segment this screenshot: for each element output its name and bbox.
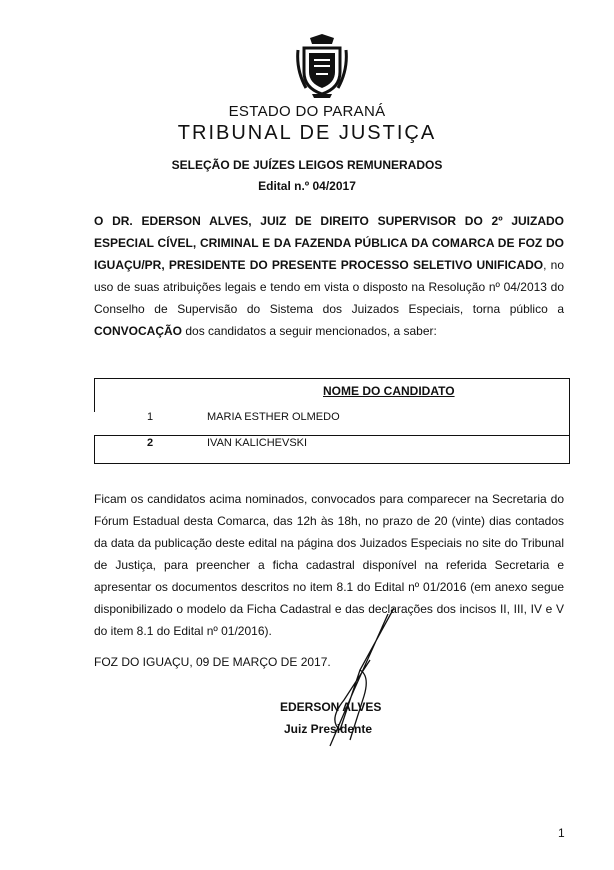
table-header-row <box>94 378 570 404</box>
signer-name: EDERSON ALVES <box>280 700 382 714</box>
table-row <box>94 404 570 430</box>
edital-number: Edital n.º 04/2017 <box>258 179 356 193</box>
table-bottom-border <box>94 463 570 464</box>
intro-text-2: dos candidatos a seguir mencionados, a saber: <box>182 324 437 338</box>
row-number: 1 <box>146 411 154 423</box>
state-name: ESTADO DO PARANÁ <box>228 103 386 120</box>
table-header-name: NOME DO CANDIDATO <box>323 384 455 398</box>
intro-bold-lead: O DR. EDERSON ALVES, JUIZ DE DIREITO SUPERVISOR DO 2º JUIZADO ESPECIAL CÍVEL, CRIMINAL E DA FAZENDA PÚBLICA DA COMARCA DE FOZ DO IGUAÇU/PR, PRESIDENTE DO PRESENTE PROCESSO SELETIVO UNIFICADO <box>94 214 564 272</box>
court-name: TRIBUNAL DE JUSTIÇA <box>177 122 437 144</box>
table-row <box>94 430 570 456</box>
body-paragraph: Ficam os candidatos acima nominados, convocados para comparecer na Secretaria do Fórum Estadual desta Comarca, das 12h às 18h, no prazo de 20 (vinte) dias contados da data da publicação deste edital na página dos Juizados Especiais no site do Tribunal de Justiça, para preencher a ficha cadastral disponível na referida Secretaria e apresentar os documentos descritos no item 8.1 do Edital nº 01/2016 (em anexo segue disponibilizado o modelo da Ficha Cadastral e das declarações dos incisos II, III, IV e V do item 8.1 do Edital nº 01/2016). <box>94 492 564 638</box>
row-name: MARIA ESTHER OLMEDO <box>207 411 340 423</box>
row-number: 2 <box>146 437 154 449</box>
intro-text-1: , no uso de suas atribuições legais e tendo em vista o disposto na Resolução nº 04/2013 do Conselho de Supervisão do Sistema dos Juizados Especiais, torna público a <box>94 258 565 316</box>
row-name: IVAN KALICHEVSKI <box>207 437 308 449</box>
signer-role: Juiz Presidente <box>284 722 373 736</box>
candidates-table <box>94 378 570 456</box>
intro-bold-convocacao: CONVOCAÇÃO <box>94 324 183 338</box>
selection-title: SELEÇÃO DE JUÍZES LEIGOS REMUNERADOS <box>171 158 443 172</box>
page-number: 1 <box>558 826 565 840</box>
coat-of-arms-icon <box>296 34 348 98</box>
place-date: FOZ DO IGUAÇU, 09 DE MARÇO DE 2017. <box>94 655 331 669</box>
intro-paragraph <box>94 210 564 342</box>
